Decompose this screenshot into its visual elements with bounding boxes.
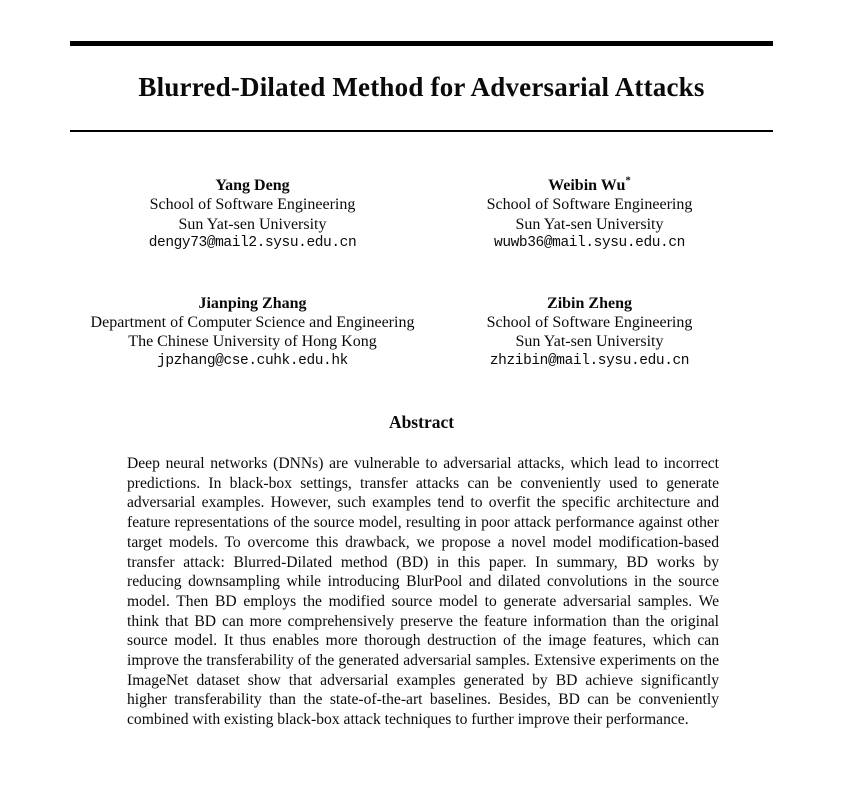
author-affiliation-line1: School of Software Engineering (486, 196, 693, 214)
author-name (84, 176, 421, 195)
author-name (84, 294, 421, 313)
author-name (421, 294, 758, 313)
title-rule-bottom (70, 130, 773, 132)
author-block-grid (84, 176, 758, 371)
abstract-text: Deep neural networks (DNNs) are vulnerable to adversarial attacks, which lead to incorrect predictions. In black-box settings, transfer attacks can be conveniently used to generate adversarial examples. However, such examples tend to overfit the specific architecture and feature representations of the source model, resulting in poor attack performance against other target models. To overcome this drawback, we propose a novel model modification-based transfer attack: Blurred-Dilated method (BD) in this paper. In summary, BD works by reducing downsampling while introducing BlurPool and dilated convolutions in the source model. Then BD employs the modified source model to generate adversarial samples. We think that BD can more comprehensively preserve the feature information than the original source model. It thus enables more thorough destruction of the image features, which can improve the transferability of the generated adversarial samples. Extensive experiments on the ImageNet dataset show that adversarial examples generated by BD achieve significantly higher transferability than the state-of-the-art baselines. Besides, BD can be conveniently combined with existing black-box attack techniques to further improve their performance. (127, 455, 719, 729)
author-affiliation-line2: Sun Yat-sen University (515, 333, 664, 351)
author-affiliation-line2: The Chinese University of Hong Kong (128, 333, 377, 351)
author-name (421, 176, 758, 195)
author-email: dengy73@mail2.sysu.edu.cn (148, 235, 357, 252)
author-name-text: Jianping Zhang (198, 294, 307, 312)
title-rule-top (70, 41, 773, 46)
author-name-text: Yang Deng (215, 177, 290, 194)
author-affiliation-line2: Sun Yat-sen University (515, 215, 664, 233)
author-affiliation-line2: Sun Yat-sen University (178, 215, 327, 233)
author-email: wuwb36@mail.sysu.edu.cn (494, 235, 685, 252)
author-block (84, 294, 421, 372)
author-block (84, 176, 421, 254)
author-footnote-marker: * (625, 174, 631, 187)
author-affiliation-line1: Department of Computer Science and Engineering (90, 314, 415, 332)
author-name-text: Zibin Zheng (547, 294, 632, 312)
author-block (421, 294, 758, 372)
paper-title: Blurred-Dilated Method for Adversarial Attacks (138, 72, 705, 102)
abstract-heading: Abstract (388, 412, 455, 432)
author-affiliation-line1: School of Software Engineering (486, 314, 693, 332)
author-affiliation-line1: School of Software Engineering (149, 196, 356, 214)
author-email: zhzibin@mail.sysu.edu.cn (489, 352, 690, 369)
author-name-text: Weibin Wu (548, 177, 626, 194)
author-email: jpzhang@cse.cuhk.edu.hk (157, 352, 348, 369)
author-block (421, 176, 758, 254)
